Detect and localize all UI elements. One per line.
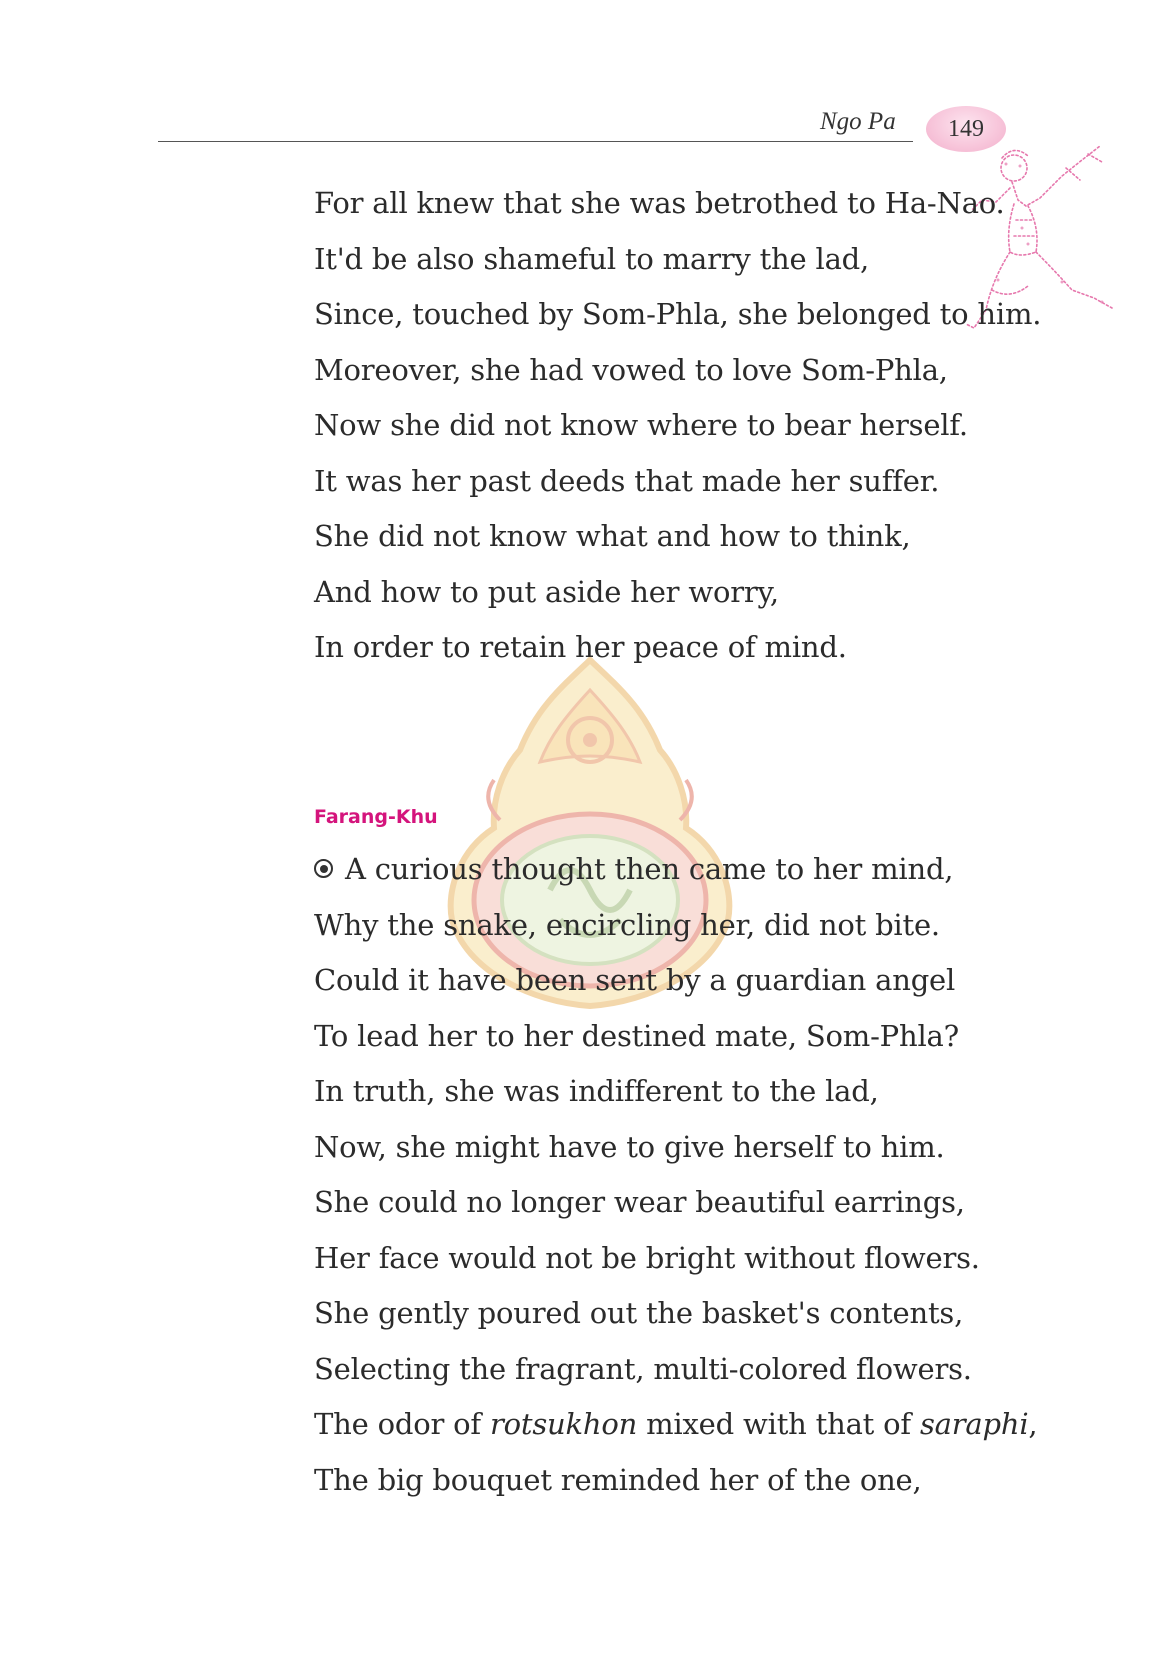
verse-line: The big bouquet reminded her of the one, bbox=[314, 1462, 922, 1497]
section-label: Farang-Khu bbox=[314, 806, 438, 828]
verse-line: To lead her to her destined mate, Som-Phla? bbox=[314, 1018, 959, 1053]
running-head: Ngo Pa bbox=[820, 108, 896, 135]
page-number: 149 bbox=[948, 115, 984, 142]
verse-text: The odor of bbox=[314, 1407, 490, 1441]
circled-dot-icon bbox=[314, 859, 333, 878]
verse-line: Now, she might have to give herself to him. bbox=[314, 1129, 945, 1164]
stanza-1 bbox=[314, 176, 1041, 676]
verse-line: In truth, she was indifferent to the lad, bbox=[314, 1074, 879, 1108]
verse-line: It'd be also shameful to marry the lad, bbox=[314, 241, 870, 276]
verse-line: In order to retain her peace of mind. bbox=[314, 630, 847, 664]
verse-line: Why the snake, encircling her, did not bite. bbox=[314, 907, 940, 942]
verse-line: She did not know what and how to think, bbox=[314, 519, 911, 553]
verse-text: mixed with that of bbox=[637, 1407, 920, 1441]
verse-line: Since, touched by Som-Phla, she belonged to him. bbox=[314, 297, 1042, 331]
italic-term: saraphi bbox=[919, 1407, 1029, 1441]
verse-line: Her face would not be bright without flowers. bbox=[314, 1240, 980, 1275]
verse-line: For all knew that she was betrothed to Ha-Nao. bbox=[314, 186, 1005, 220]
verse-line bbox=[314, 842, 1037, 898]
verse-line: Selecting the fragrant, multi-colored flowers. bbox=[314, 1351, 972, 1386]
stanza-2 bbox=[314, 842, 1037, 1508]
verse-line: And how to put aside her worry, bbox=[314, 574, 779, 609]
verse-text: A curious thought then came to her mind, bbox=[345, 852, 954, 886]
verse-line: Now she did not know where to bear herself. bbox=[314, 408, 968, 442]
verse-line bbox=[314, 1397, 1037, 1453]
italic-term: rotsukhon bbox=[489, 1407, 638, 1441]
verse-text: , bbox=[1028, 1407, 1038, 1441]
verse-line: She gently poured out the basket's contents, bbox=[314, 1296, 964, 1330]
verse-line: She could no longer wear beautiful earrings, bbox=[314, 1185, 965, 1219]
verse-line: It was her past deeds that made her suffer. bbox=[314, 463, 940, 498]
verse-line: Could it have been sent by a guardian angel bbox=[314, 963, 956, 997]
header-rule bbox=[158, 141, 913, 142]
verse-line: Moreover, she had vowed to love Som-Phla, bbox=[314, 352, 948, 387]
